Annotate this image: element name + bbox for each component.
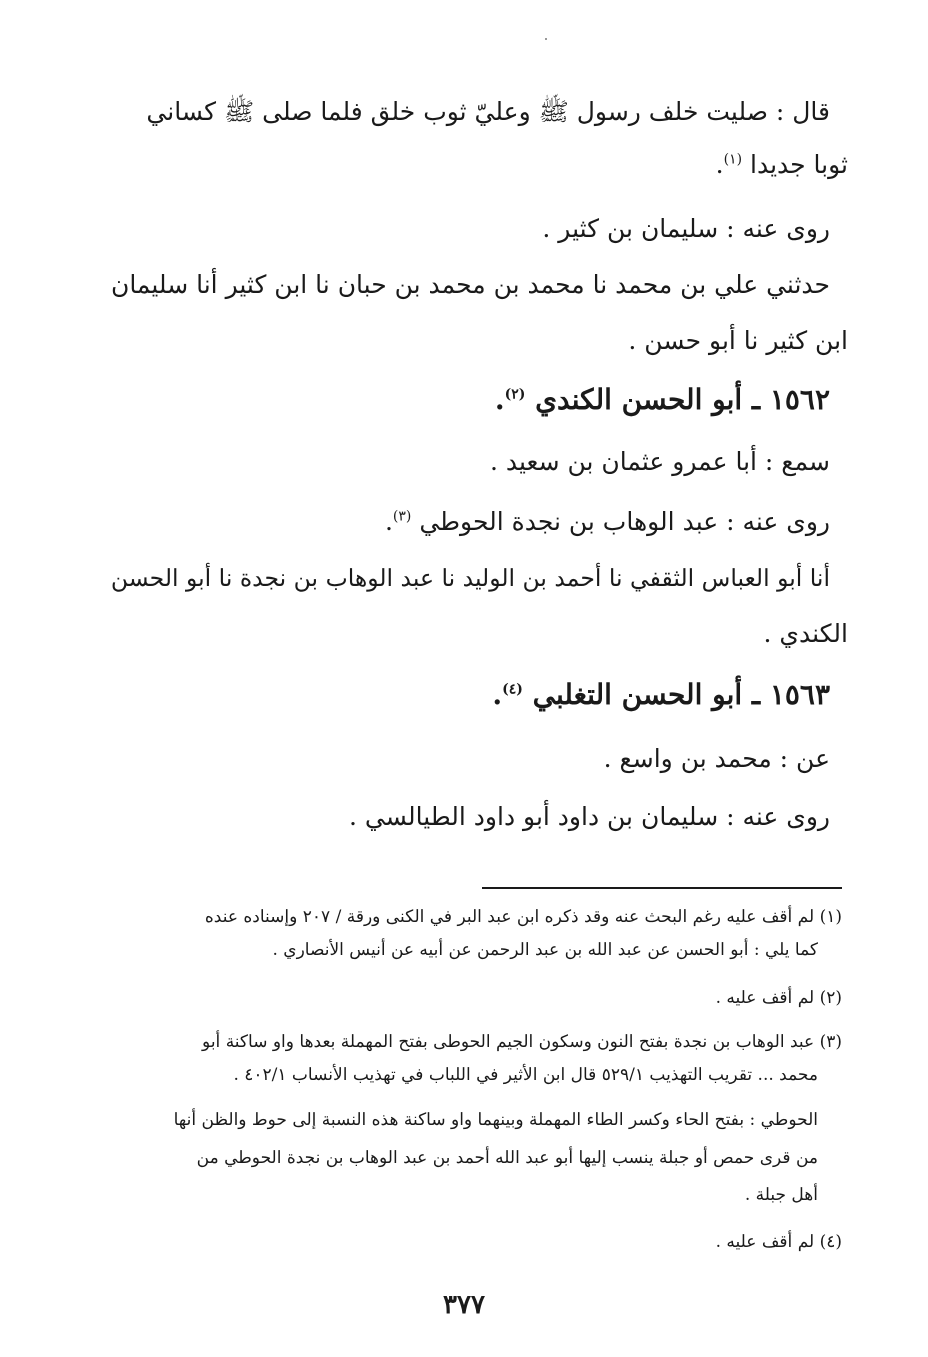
text-line-2: ثوبا جديدا $^{(١)}$.	[715, 150, 848, 179]
text-line-8: أنا أبو العباس الثقفي نا أحمد بن الوليد نا عبد الوهاب بن نجدة نا أبو الحسن	[110, 564, 830, 592]
footnote-ref-4: (٤)	[502, 681, 523, 698]
text-line-7-text: روى عنه : عبد الوهاب بن نجدة الحوطي	[419, 507, 830, 536]
text-line-2-text: ثوبا جديدا	[750, 150, 848, 179]
footnote-3-line-4: من قرى حمص أو جبلة ينسب إليها أبو عبد الله أحمد بن عبد الوهاب بن نجدة الحوطي من	[196, 1148, 818, 1168]
entry-heading-1562-text: ١٥٦٢ ـ أبو الحسن الكندي	[535, 383, 830, 416]
footnote-3-line-3: الحوطي : بفتح الحاء وكسر الطاء المهملة وبينهما واو ساكنة هذه النسبة إلى حوط والظن أنها	[173, 1110, 818, 1130]
text-line-4: حدثني علي بن محمد نا محمد بن محمد بن حبان نا ابن كثير أنا سليمان	[110, 270, 830, 299]
footnote-ref-2: (٢)	[504, 386, 526, 403]
footnote-separator	[482, 887, 842, 889]
footnote-1-line-2: كما يلي : أبو الحسن عن عبد الله بن عبد الرحمن عن أبيه عن أنيس الأنصاري .	[272, 940, 818, 960]
footnote-3-line-1: (٣) عبد الوهاب بن نجدة بفتح النون وسكون الجيم الحوطى بفتح المهملة بعدها واو ساكنة أبو	[202, 1032, 842, 1052]
entry-heading-1563: ١٥٦٣ ـ أبو الحسن التغلبي $^{(٤)}$.	[492, 678, 830, 711]
footnote-4: (٤) لم أقف عليه .	[715, 1232, 842, 1252]
footnote-2: (٢) لم أقف عليه .	[715, 988, 842, 1008]
footnote-ref-3: (٣)	[392, 508, 412, 525]
footnote-3-line-5: أهل جبلة .	[744, 1185, 818, 1205]
text-line-10: عن : محمد بن واسع .	[603, 744, 830, 773]
text-line-7: روى عنه : عبد الوهاب بن نجدة الحوطي $^{(٣)}$.	[384, 507, 830, 536]
text-line-1: قال : صليت خلف رسول ﷺ وعليّ ثوب خلق فلما صلى ﷺ كساني	[146, 97, 830, 126]
footnote-1-line-1: (١) لم أقف عليه رغم البحث عنه وقد ذكره ابن عبد البر في الكنى ورقة / ٢٠٧ وإسناده عنده	[204, 907, 842, 927]
text-line-9: الكندي .	[763, 619, 848, 648]
text-line-11: روى عنه : سليمان بن داود أبو داود الطيالسي .	[348, 802, 830, 831]
footnote-3-line-2: محمد ... تقريب التهذيب ٥٢٩/١ قال ابن الأثير في اللباب في تهذيب الأنساب ٤٠٢/١ .	[233, 1065, 818, 1085]
text-line-3: روى عنه : سليمان بن كثير .	[542, 214, 830, 243]
page-number: ٣٧٧	[443, 1290, 485, 1320]
text-line-6: سمع : أبا عمرو عثمان بن سعيد .	[489, 447, 830, 476]
footnote-ref-1: (١)	[723, 151, 743, 168]
entry-heading-1563-text: ١٥٦٣ ـ أبو الحسن التغلبي	[532, 678, 830, 711]
entry-heading-1562: ١٥٦٢ ـ أبو الحسن الكندي $^{(٢)}$.	[494, 383, 830, 416]
scan-speck	[545, 38, 547, 40]
text-line-5: ابن كثير نا أبو حسن .	[628, 326, 848, 355]
